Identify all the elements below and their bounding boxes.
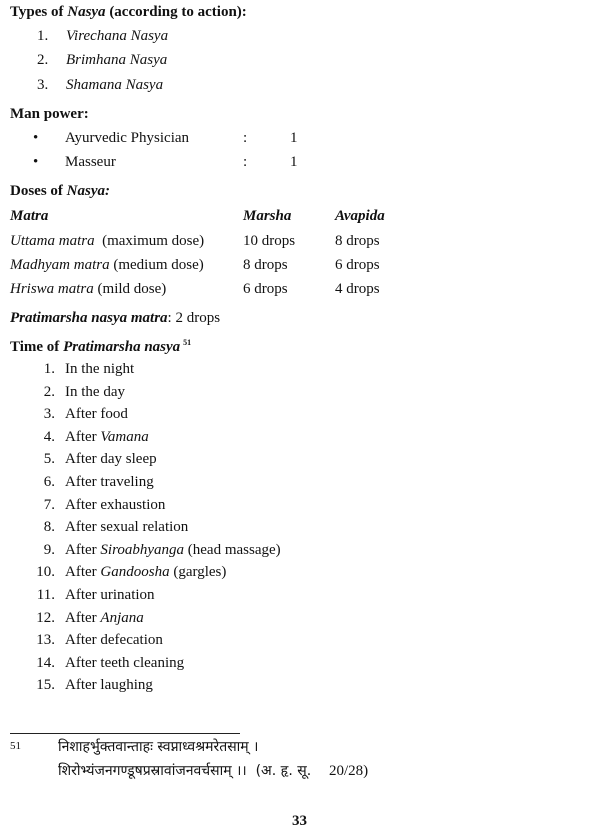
doses-row-label: Madhyam matra (medium dose) [10,257,204,273]
time-item-text: After urination [65,587,155,603]
footnote-ref: 51 [183,338,192,347]
time-item-num: 3. [43,406,55,422]
time-item-text: After Vamana [65,429,149,445]
types-item-text: Virechana Nasya [66,28,169,44]
time-item-num: 13. [36,632,55,648]
doses-row-label: Uttama matra (maximum dose) [10,233,205,249]
time-heading: Time of Pratimarsha nasya $^{51}$ [10,338,192,355]
time-item-num: 14. [36,655,55,671]
doses-avapida: 6 drops [335,257,380,273]
page-number: 33 [292,813,307,829]
doses-heading: Doses of Nasya: [10,183,110,199]
manpower-role: Ayurvedic Physician [65,130,190,146]
doses-col-matra: Matra [10,208,49,224]
time-item-text: After teeth cleaning [65,655,185,671]
footnote-divider [10,733,240,734]
types-item-num: 1. [37,28,49,44]
manpower-sep: : [243,130,248,146]
time-item-num: 5. [43,451,55,467]
types-item-num: 2. [37,52,49,68]
time-item-text: In the night [65,361,135,377]
types-item-num: 3. [37,77,49,93]
time-item-text: After traveling [65,474,154,490]
doses-marsha: 8 drops [243,257,288,273]
manpower-count: 1 [290,130,298,146]
manpower-heading: Man power: [10,106,89,122]
types-heading: Types of Nasya (according to action): [10,4,247,20]
doses-col-marsha: Marsha [243,208,292,224]
doses-avapida: 8 drops [335,233,380,249]
time-item-text: After sexual relation [65,519,189,535]
time-item-num: 6. [43,474,55,490]
time-item-num: 4. [43,429,55,445]
time-item-text: After Siroabhyanga (head massage) [65,542,281,558]
time-item-num: 10. [36,564,55,580]
time-item-text: After exhaustion [65,497,166,513]
time-item-num: 11. [36,587,55,603]
time-item-num: 1. [43,361,55,377]
footnote-line-1: निशाहर्भुक्तवान्ताहः स्वप्नाध्वश्रमरेतसाम् । [58,739,259,755]
time-item-num: 15. [36,677,55,693]
time-item-text: After food [65,406,128,422]
doses-marsha: 6 drops [243,281,288,297]
doses-marsha: 10 drops [243,233,296,249]
manpower-role: Masseur [65,154,116,170]
manpower-sep: : [243,154,248,170]
time-item-num: 7. [43,497,55,513]
doses-col-avapida: Avapida [335,208,385,224]
bullet-icon: • [33,130,39,146]
types-item-text: Shamana Nasya [66,77,164,93]
footnote-num: 51 [10,740,21,752]
bullet-icon: • [33,154,39,170]
pratimarsha-matra: Pratimarsha nasya matra: 2 drops [10,310,221,326]
time-item-num: 12. [36,610,55,626]
time-item-text: In the day [65,384,125,400]
manpower-count: 1 [290,154,298,170]
time-item-num: 8. [43,519,55,535]
time-item-text: After day sleep [65,451,157,467]
doses-avapida: 4 drops [335,281,380,297]
time-item-text: After Gandoosha (gargles) [65,564,227,580]
time-item-num: 2. [43,384,55,400]
footnote-line-2: शिरोभ्यंजनगण्डूषप्रस्रावांजनवर्चसाम् ।। (अ. हृ. सू. 20/28) [58,763,369,779]
doses-row-label: Hriswa matra (mild dose) [10,281,167,297]
time-item-text: After laughing [65,677,153,693]
time-item-num: 9. [43,542,55,558]
time-item-text: After defecation [65,632,163,648]
types-item-text: Brimhana Nasya [66,52,168,68]
time-item-text: After Anjana [65,610,144,626]
